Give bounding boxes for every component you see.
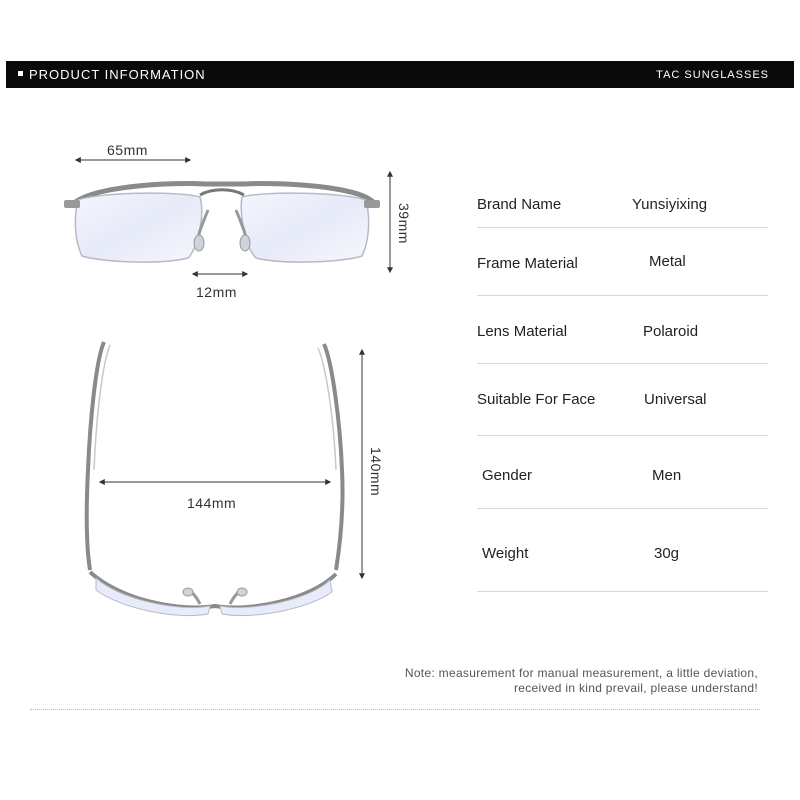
spec-value: Metal <box>649 253 686 270</box>
bridge-label: 12mm <box>196 284 237 300</box>
spec-row-lens-material <box>477 296 768 364</box>
spec-label: Weight <box>482 545 529 562</box>
spec-row-weight <box>477 509 768 592</box>
spec-value: Polaroid <box>643 323 699 340</box>
left-lens <box>75 193 201 262</box>
spec-label: Gender <box>482 467 533 484</box>
temple-length-label: 140mm <box>368 447 384 497</box>
spec-value: 30g <box>654 545 680 562</box>
top-view-glasses <box>87 342 343 616</box>
right-lens <box>241 193 368 262</box>
frame-width-label: 144mm <box>187 495 237 511</box>
front-view-glasses <box>64 184 380 263</box>
spec-row-frame-material <box>477 228 768 296</box>
spec-row-gender <box>477 436 768 509</box>
lens-height-label: 39mm <box>396 203 412 244</box>
spec-value: Yunsiyixing <box>632 196 708 213</box>
header-title: PRODUCT INFORMATION <box>29 67 206 82</box>
spec-table <box>477 170 768 592</box>
note-line-2: received in kind prevail, please understand! <box>513 681 758 695</box>
spec-label: Brand Name <box>477 196 562 213</box>
note-line-1: Note: measurement for manual measurement, a little deviation, <box>404 666 758 680</box>
spec-row-brand <box>477 170 768 228</box>
spec-label: Lens Material <box>477 323 568 340</box>
lens-width-label: 65mm <box>107 142 148 158</box>
spec-label: Frame Material <box>477 255 578 272</box>
measurement-note <box>405 666 758 696</box>
spec-value: Universal <box>644 391 707 408</box>
spec-value: Men <box>652 467 682 484</box>
header-subtitle: TAC SUNGLASSES <box>656 69 769 81</box>
spec-row-face <box>477 364 768 436</box>
divider <box>30 709 760 710</box>
spec-label: Suitable For Face <box>477 391 596 408</box>
